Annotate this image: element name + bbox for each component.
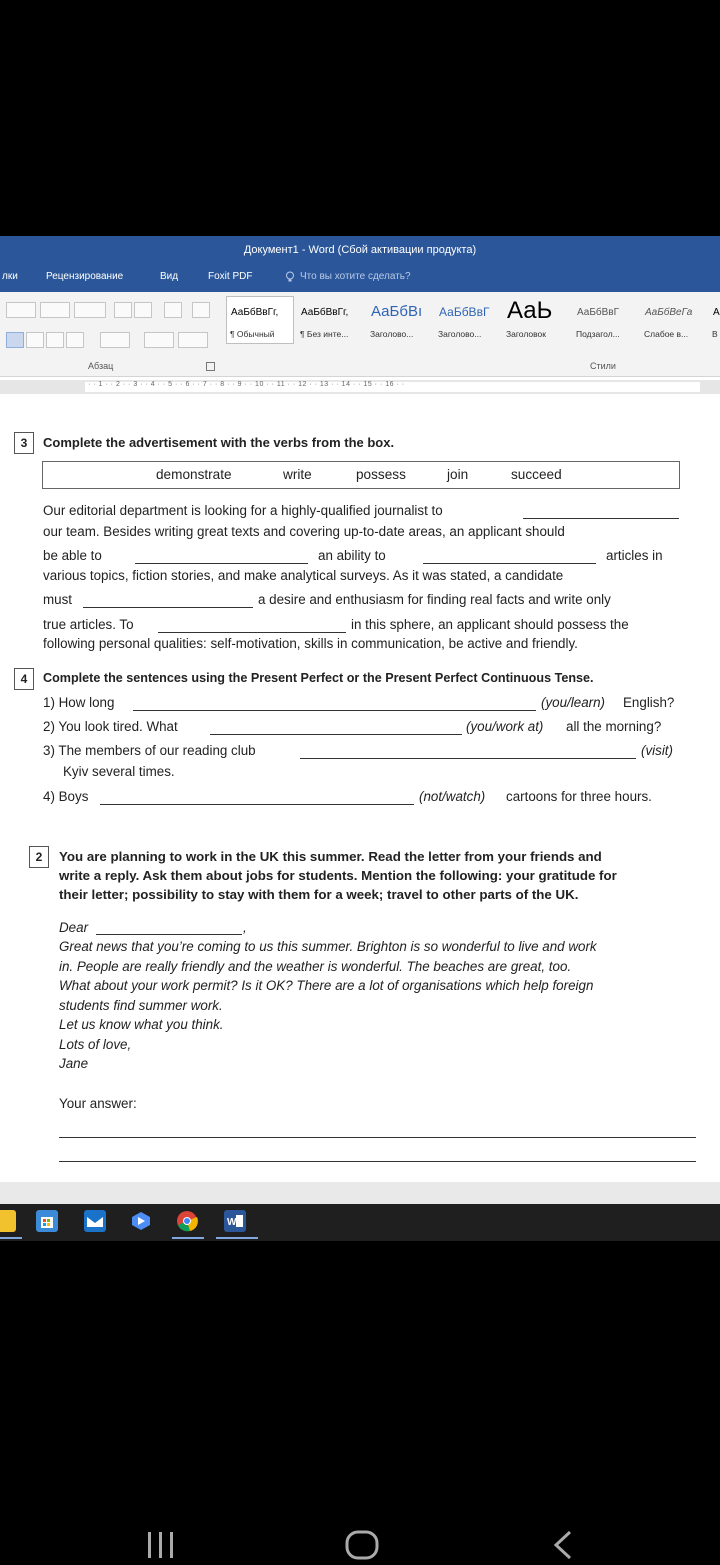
- sentence-1-end: English?: [623, 695, 675, 710]
- sentence-4-end: cartoons for three hours.: [506, 789, 652, 804]
- letter-line: students find summer work.: [59, 998, 223, 1013]
- word-active-indicator: [216, 1237, 258, 1239]
- style-subtle-emphasis[interactable]: АаБбВеГа Слабое в...: [644, 307, 693, 339]
- line-spacing-icon[interactable]: [100, 332, 130, 348]
- box-word: write: [283, 467, 312, 482]
- task-2-instruction: write a reply. Ask them about jobs for students. Mention the following: your gratitude for: [59, 868, 617, 883]
- media-icon[interactable]: [130, 1210, 152, 1232]
- store-icon[interactable]: [36, 1210, 58, 1232]
- blank[interactable]: [96, 934, 242, 935]
- sentence-3-continuation: Kyiv several times.: [63, 764, 175, 779]
- ribbon-tabs: [0, 264, 720, 292]
- blank[interactable]: [100, 804, 414, 805]
- increase-indent-icon[interactable]: [134, 302, 152, 318]
- text-line: in this sphere, an applicant should possess the: [351, 617, 629, 632]
- text-line: must: [43, 592, 73, 607]
- letter-line: in. People are really friendly and the weather is wonderful. The beaches are great, too.: [59, 959, 572, 974]
- word-icon[interactable]: [224, 1210, 246, 1232]
- style-subtitle[interactable]: АаБбВвГ Подзагол...: [576, 307, 620, 339]
- pilcrow-icon[interactable]: [192, 302, 210, 318]
- task-3-instruction: Complete the advertisement with the verbs from the box.: [43, 435, 395, 450]
- box-word: join: [447, 467, 469, 482]
- justify-icon[interactable]: [66, 332, 84, 348]
- ruler[interactable]: [0, 380, 720, 394]
- task-3-number: 3: [14, 432, 34, 454]
- text-line: an ability to: [318, 548, 386, 563]
- blank[interactable]: [135, 563, 308, 564]
- sentence-2-hint: (you/work at): [466, 719, 544, 734]
- styles-group-label: Стили: [590, 361, 616, 371]
- style-no-spacing[interactable]: АаБбВвГг, ¶ Без инте...: [300, 307, 349, 339]
- file-explorer-icon[interactable]: [0, 1210, 16, 1232]
- styles-gallery: [224, 296, 720, 342]
- tab-references[interactable]: лки: [2, 271, 18, 282]
- text-line: our team. Besides writing great texts and covering up-to-date areas, an applicant should: [43, 524, 565, 539]
- chrome-active-indicator: [172, 1237, 204, 1239]
- sentence-4: 4) Boys: [43, 789, 89, 804]
- task-2-instruction: their letter; possibility to stay with them for a week; travel to other parts of the UK.: [59, 887, 579, 902]
- sentence-2-end: all the morning?: [566, 719, 662, 734]
- tab-view[interactable]: Вид: [160, 271, 179, 282]
- blank[interactable]: [133, 710, 536, 711]
- style-heading-1[interactable]: АаБбВı Заголово...: [370, 303, 423, 339]
- task-2-number: 2: [29, 846, 49, 868]
- taskbar: [0, 1204, 720, 1241]
- blank[interactable]: [210, 734, 462, 735]
- sentence-3-hint: (visit): [641, 743, 673, 758]
- blank[interactable]: [83, 607, 253, 608]
- letter-line: Great news that you’re coming to us this summer. Brighton is so wonderful to live and work: [59, 939, 597, 954]
- align-left-icon[interactable]: [6, 332, 24, 348]
- sort-icon[interactable]: [164, 302, 182, 318]
- blank[interactable]: [423, 563, 596, 564]
- chrome-icon[interactable]: [176, 1210, 198, 1232]
- paragraph-group-label: Абзац: [88, 361, 114, 371]
- lightbulb-icon: [285, 271, 295, 286]
- tab-review[interactable]: Рецензирование: [46, 271, 124, 282]
- status-area: [0, 1182, 720, 1204]
- tell-me-input[interactable]: Что вы хотите сделать?: [300, 271, 411, 282]
- answer-line[interactable]: [59, 1137, 696, 1138]
- letter-line: What about your work permit? Is it OK? There are a lot of organisations which help foreign: [59, 978, 594, 993]
- box-word: succeed: [511, 467, 562, 482]
- text-line: following personal qualities: self-motivation, skills in communication, be active and friendly.: [43, 636, 578, 651]
- sentence-1: 1) How long: [43, 695, 115, 710]
- ribbon: [0, 292, 720, 377]
- task-4-number: 4: [14, 668, 34, 690]
- answer-label: Your answer:: [59, 1096, 137, 1111]
- mail-icon[interactable]: [84, 1210, 106, 1232]
- paragraph-group: [4, 298, 220, 358]
- style-title[interactable]: АаЬ Заголовок: [506, 297, 553, 339]
- dialog-launcher-icon[interactable]: [206, 362, 215, 371]
- word-window: [0, 236, 720, 1241]
- text-line: be able to: [43, 548, 102, 563]
- window-title: Документ1 - Word (Сбой активации продукта): [0, 236, 720, 264]
- text-line: various topics, fiction stories, and make analytical surveys. As it was stated, a candidate: [43, 568, 564, 583]
- tab-foxit-pdf[interactable]: Foxit PDF: [208, 271, 253, 282]
- letter-comma: ,: [243, 920, 247, 935]
- letter-greeting: Dear: [59, 920, 89, 935]
- shading-icon[interactable]: [144, 332, 174, 348]
- box-word: possess: [356, 467, 406, 482]
- blank[interactable]: [300, 758, 636, 759]
- style-heading-2[interactable]: АаБбВвГ Заголово...: [438, 305, 490, 339]
- explorer-active-indicator: [0, 1237, 22, 1239]
- answer-line[interactable]: [59, 1161, 696, 1162]
- sentence-2: 2) You look tired. What: [43, 719, 178, 734]
- decrease-indent-icon[interactable]: [114, 302, 132, 318]
- letter-line: Lots of love,: [59, 1037, 132, 1052]
- text-line: a desire and enthusiasm for finding real facts and write only: [258, 592, 611, 607]
- sentence-4-hint: (not/watch): [419, 789, 486, 804]
- text-line: articles in: [606, 548, 663, 563]
- sentence-3: 3) The members of our reading club: [43, 743, 256, 758]
- text-line: true articles. To: [43, 617, 134, 632]
- align-center-icon[interactable]: [26, 332, 44, 348]
- align-right-icon[interactable]: [46, 332, 64, 348]
- style-normal[interactable]: АаБбВвГг, ¶ Обычный: [226, 296, 294, 344]
- svg-text:W: W: [227, 1217, 237, 1228]
- numbering-icon[interactable]: [40, 302, 70, 318]
- task-2-instruction: You are planning to work in the UK this summer. Read the letter from your friends and: [59, 849, 602, 864]
- letter-signature: Jane: [59, 1056, 89, 1071]
- word-box: [42, 461, 680, 489]
- blank[interactable]: [523, 518, 679, 519]
- multilevel-list-icon[interactable]: [74, 302, 106, 318]
- task-4-instruction: Complete the sentences using the Present Perfect or the Present Perfect Continuous Tense.: [43, 671, 594, 685]
- letter-line: Let us know what you think.: [59, 1017, 224, 1032]
- bullets-icon[interactable]: [6, 302, 36, 318]
- sentence-1-hint: (you/learn): [541, 695, 606, 710]
- box-word: demonstrate: [156, 467, 232, 482]
- ruler-marks: · · 1 · · 2 · · 3 · · 4 · · 5 · · 6 · · 7 · · 8 · · 9 · · 10 · · 11 · · 12 · · 13 · · 14 · · 15 · · 16 · ·: [88, 381, 405, 388]
- borders-icon[interactable]: [178, 332, 208, 348]
- style-more[interactable]: А В: [712, 307, 720, 339]
- text-line: Our editorial department is looking for a highly-qualified journalist to: [43, 503, 443, 518]
- blank[interactable]: [158, 632, 346, 633]
